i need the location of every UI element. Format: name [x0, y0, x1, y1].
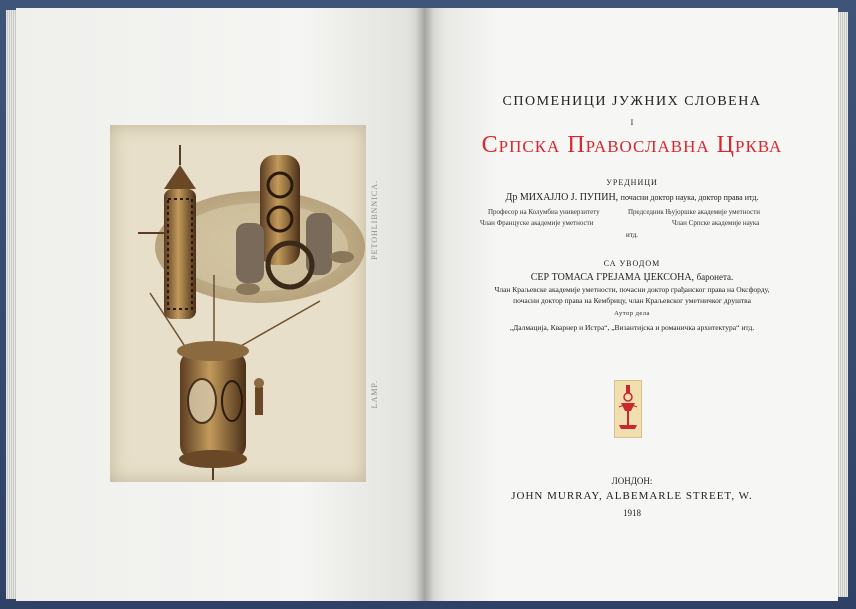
editor-role-right-2: Члан Српске академије наука — [672, 219, 760, 227]
publisher-name: JOHN MURRAY, ALBEMARLE STREET, W. — [511, 490, 753, 502]
lamp-illustration-drawing — [110, 125, 366, 482]
editor-name: Др МИХАЈЛО Ј. ПУПИН, — [505, 192, 619, 203]
plate-caption-bottom: LAMP. — [370, 380, 379, 409]
title-line-1: СПОМЕНИЦИ ЈУЖНИХ СЛОВЕНА — [502, 94, 762, 109]
intro-line — [430, 272, 834, 283]
editor-titles: почасни доктор наука, доктор права итд. — [620, 193, 759, 202]
author-works: „Далмација, Кварнер и Истра“, „Византијска и романичка архитектура“ итд. — [509, 323, 755, 332]
intro-affiliation-1: Члан Краљевске академије уметности, почасни доктор грађанског права на Оксфорду, — [494, 285, 770, 294]
plate-caption-top: PETOHLIBNNICA. — [370, 180, 379, 260]
editor-line — [430, 192, 834, 203]
intro-heading: СА УВОДОМ — [603, 259, 661, 268]
editor-etc: итд. — [625, 231, 639, 239]
editor-role-right-1: Председник Њујоршке академије уметности — [628, 208, 761, 216]
lamp-illustration — [110, 125, 366, 482]
intro-rank: баронета. — [696, 272, 734, 282]
author-of: Аутор дела — [614, 310, 650, 317]
editors-heading: УРЕДНИЦИ — [606, 178, 658, 187]
intro-name: СЕР ТОМАСА ГРЕЈАМА ЏЕКСОНА, — [530, 272, 695, 283]
editor-role-left-2: Члан Француске академије уметности — [480, 219, 594, 227]
intro-affiliation-2: почасни доктор права на Кембрицу, члан Краљевског уметничког друштва — [513, 296, 751, 305]
editor-role-left-1: Професор на Колумбиа универзитету — [488, 208, 600, 216]
publisher-emblem — [614, 380, 642, 438]
title-conjunction: І — [630, 118, 634, 127]
publication-year: 1918 — [623, 508, 641, 518]
title-line-2: Српска Православна Црква — [481, 132, 783, 158]
publisher-city: ЛОНДОН: — [611, 476, 653, 486]
emblem-icon — [615, 381, 641, 437]
